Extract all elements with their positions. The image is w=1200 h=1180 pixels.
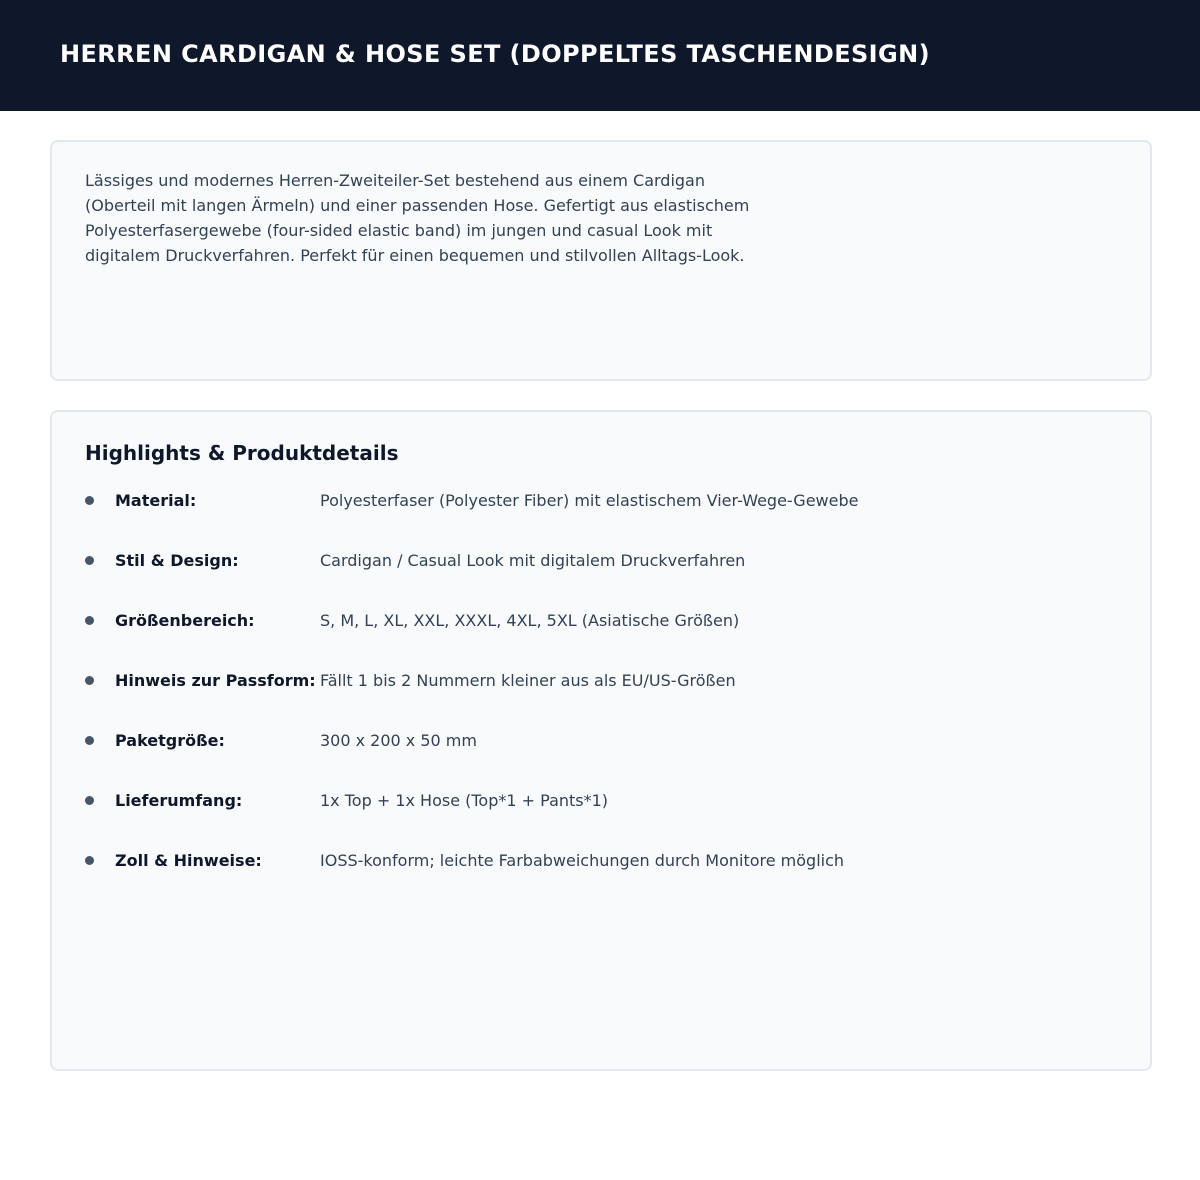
detail-item-style: [85, 546, 1085, 606]
details-list: [85, 486, 1085, 906]
detail-key: Material:: [115, 491, 197, 510]
bullet-icon: [85, 556, 94, 565]
detail-key: Lieferumfang:: [115, 791, 243, 810]
page-title: HERREN CARDIGAN & HOSE SET (DOPPELTES TASCHENDESIGN): [60, 40, 930, 68]
detail-value: IOSS-konform; leichte Farbabweichungen durch Monitore möglich: [320, 851, 845, 870]
detail-item-package: [85, 726, 1085, 786]
detail-item-customs: [85, 846, 1085, 906]
product-description: Lässiges und modernes Herren-Zweiteiler-Set bestehend aus einem Cardigan (Oberteil mit langen Ärmeln) und einer passenden Hose. Gefertigt aus elastischem Polyesterfasergewebe (four-sided elastic band) im jungen und casual Look mit digitalem Druckverfahren. Perfekt für einen bequemen und stilvollen Alltags-Look.: [85, 171, 750, 265]
bullet-icon: [85, 616, 94, 625]
bullet-icon: [85, 496, 94, 505]
detail-key: Hinweis zur Passform:: [115, 671, 316, 690]
detail-key: Zoll & Hinweise:: [115, 851, 262, 870]
bullet-icon: [85, 796, 94, 805]
description-card: [50, 140, 1152, 381]
detail-value: Fällt 1 bis 2 Nummern kleiner aus als EU/US-Größen: [320, 671, 736, 690]
detail-value: 1x Top + 1x Hose (Top*1 + Pants*1): [320, 791, 609, 810]
detail-value: Cardigan / Casual Look mit digitalem Druckverfahren: [320, 551, 746, 570]
bullet-icon: [85, 676, 94, 685]
bullet-icon: [85, 856, 94, 865]
detail-value: S, M, L, XL, XXL, XXXL, 4XL, 5XL (Asiatische Größen): [320, 611, 740, 630]
details-title: Highlights & Produktdetails: [85, 441, 399, 465]
bullet-icon: [85, 736, 94, 745]
detail-value: 300 x 200 x 50 mm: [320, 731, 477, 750]
page-header: [0, 0, 1200, 111]
detail-key: Paketgröße:: [115, 731, 225, 750]
detail-item-fit: [85, 666, 1085, 726]
detail-item-material: [85, 486, 1085, 546]
detail-key: Stil & Design:: [115, 551, 239, 570]
detail-value: Polyesterfaser (Polyester Fiber) mit elastischem Vier-Wege-Gewebe: [320, 491, 859, 510]
detail-item-contents: [85, 786, 1085, 846]
detail-key: Größenbereich:: [115, 611, 255, 630]
details-card: [50, 410, 1152, 1071]
detail-item-sizes: [85, 606, 1085, 666]
